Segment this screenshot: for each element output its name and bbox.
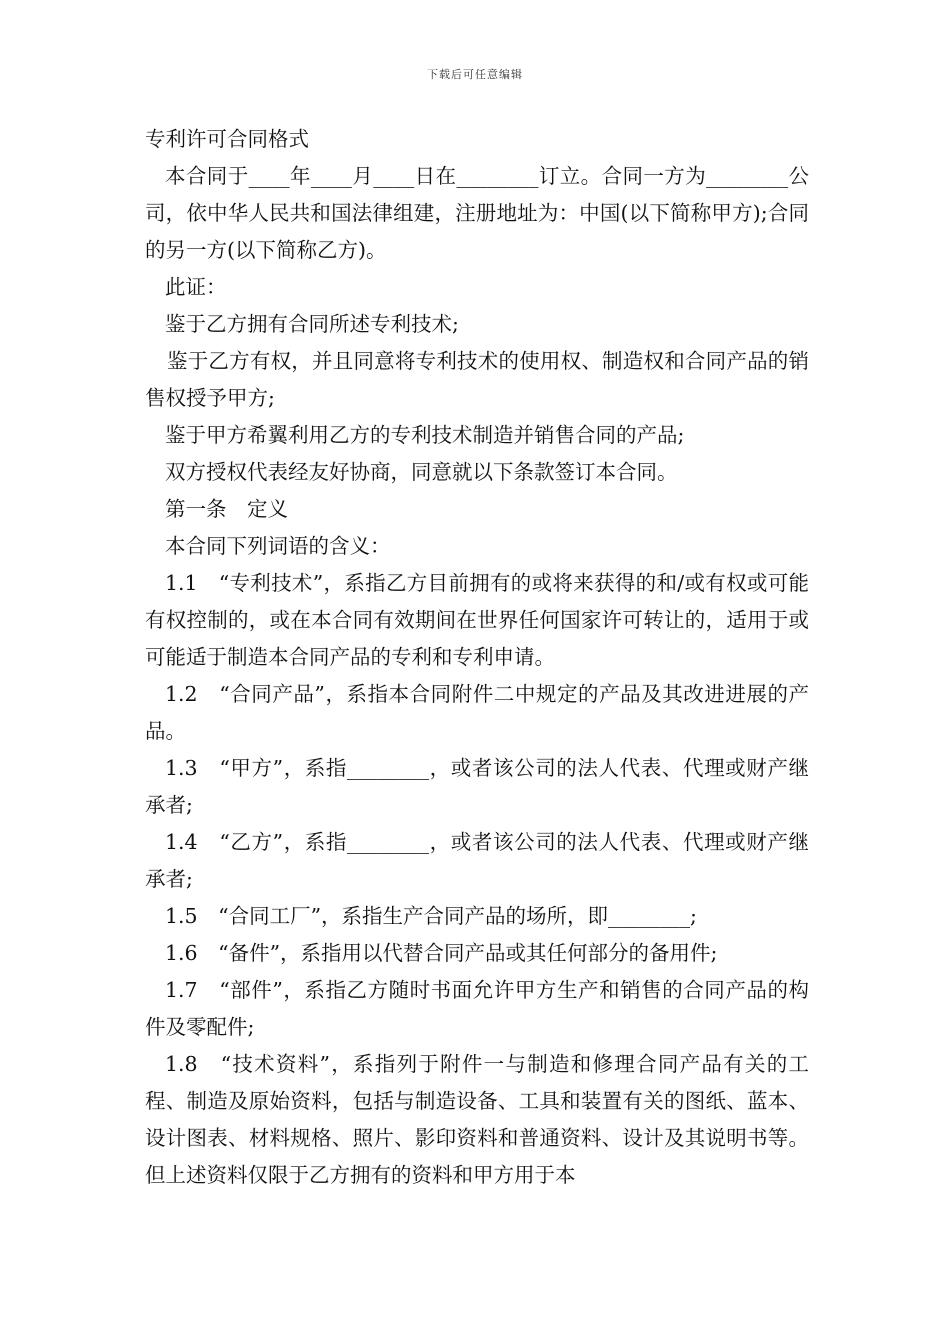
paragraph-preamble: 本合同于____年____月____日在________订立。合同一方为________公司，依中华人民共和国法律组建，注册地址为：中国(以下简称甲方);合同的另一方(以下简称乙方)。	[145, 164, 809, 262]
paragraph-whereas-2: 鉴于乙方有权，并且同意将专利技术的使用权、制造权和合同产品的销售权授予甲方;	[145, 349, 809, 410]
page-header-note: 下载后可任意编辑	[427, 68, 523, 81]
document-body	[145, 121, 809, 1194]
clause-1-8: 1.8 “技术资料”，系指列于附件一与制造和修理合同产品有关的工程、制造及原始资料，包括与制造设备、工具和装置有关的图纸、蓝本、设计图表、材料规格、照片、影印资料和普通资料、设计及其说明书等。但上述资料仅限于乙方拥有的资料和甲方用于本	[145, 1052, 809, 1187]
clause-1-6: 1.6 “备件”，系指用以代替合同产品或其任何部分的备用件;	[165, 941, 718, 965]
clause-1-2: 1.2 “合同产品”，系指本合同附件二中规定的产品及其改进进展的产品。	[145, 682, 809, 743]
clause-1-5: 1.5 “合同工厂”，系指生产合同产品的场所，即________;	[165, 904, 697, 928]
paragraph-agreement: 双方授权代表经友好协商，同意就以下条款签订本合同。	[165, 460, 678, 484]
paragraph-witness: 此证：	[165, 275, 227, 299]
paragraph-whereas-3: 鉴于甲方希翼利用乙方的专利技术制造并销售合同的产品;	[165, 423, 685, 447]
clause-1-1: 1.1 “专利技术”，系指乙方目前拥有的或将来获得的和/或有权或可能有权控制的，或在本合同有效期间在世界任何国家许可转让的，适用于或可能适于制造本合同产品的专利和专利申请。	[145, 571, 809, 669]
paragraph-definitions-intro: 本合同下列词语的含义：	[165, 534, 391, 558]
clause-1-3: 1.3 “甲方”，系指________，或者该公司的法人代表、代理或财产继承者;	[145, 756, 809, 817]
article-1-heading: 第一条 定义	[165, 497, 288, 521]
document-title: 专利许可合同格式	[145, 127, 309, 151]
paragraph-whereas-1: 鉴于乙方拥有合同所述专利技术;	[165, 312, 459, 336]
clause-1-7: 1.7 “部件”，系指乙方随时书面允许甲方生产和销售的合同产品的构件及零配件;	[145, 978, 809, 1039]
clause-1-4: 1.4 “乙方”，系指________，或者该公司的法人代表、代理或财产继承者;	[145, 830, 809, 891]
